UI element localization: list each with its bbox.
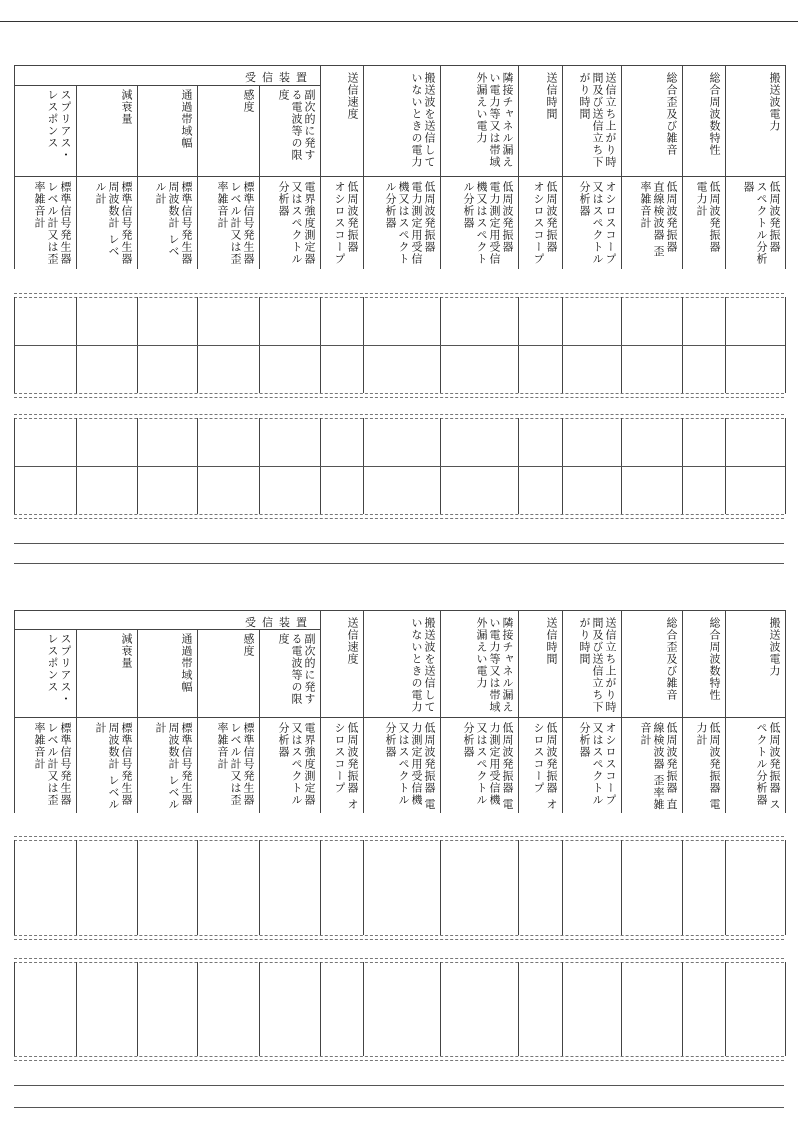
column-instrument: 低周波発振器 直線検波器 歪率雑音計 bbox=[639, 722, 678, 811]
group-title: 受信装置 bbox=[245, 71, 313, 84]
column-divider bbox=[259, 85, 260, 269]
column-divider bbox=[725, 840, 726, 935]
column-header-item: 総合歪及び雑音 bbox=[665, 72, 678, 156]
column-instrument: 電界強度測定器又はスペクトル分析器 bbox=[277, 181, 316, 265]
column-divider bbox=[259, 840, 260, 935]
column-instrument: 標準信号発生器 レベル計又は歪率雑音計 bbox=[216, 722, 255, 811]
column-divider bbox=[137, 962, 138, 1056]
data-section bbox=[14, 297, 786, 393]
column-divider bbox=[562, 840, 563, 935]
column-header-item: 副次的に発する電波等の限度 bbox=[277, 89, 316, 161]
column-divider bbox=[320, 840, 321, 935]
column-divider bbox=[363, 840, 364, 935]
data-section bbox=[14, 418, 786, 514]
column-instrument: 電界強度測定器又はスペクトル分析器 bbox=[277, 722, 316, 806]
rule-line bbox=[14, 543, 784, 544]
column-instrument: オシロスコープ又はスペクトル分析器 bbox=[578, 181, 617, 265]
column-instrument: 低周波発振器 電力計 bbox=[695, 722, 721, 811]
header-table-2 bbox=[14, 610, 786, 813]
column-divider bbox=[725, 962, 726, 1056]
column-header-item: 減衰量 bbox=[120, 633, 133, 669]
section-bottom-dashes bbox=[14, 1056, 784, 1061]
column-divider bbox=[440, 962, 441, 1056]
page-top-rule bbox=[0, 21, 798, 22]
column-header-item: 隣接チャネル漏えい電力等又は帯域外漏えい電力 bbox=[475, 617, 514, 713]
column-divider bbox=[197, 629, 198, 813]
column-divider bbox=[137, 840, 138, 935]
column-divider bbox=[621, 962, 622, 1056]
column-divider bbox=[137, 629, 138, 813]
column-header-item: 送信速度 bbox=[346, 617, 359, 665]
rule-line bbox=[14, 1107, 784, 1108]
column-divider bbox=[76, 840, 77, 935]
header-table-1 bbox=[14, 65, 786, 269]
column-instrument: 標準信号発生器 レベル計又は歪率雑音計 bbox=[33, 722, 72, 811]
column-header-item: 総合周波数特性 bbox=[708, 72, 721, 156]
column-divider bbox=[562, 962, 563, 1056]
data-section bbox=[14, 962, 786, 1056]
column-divider bbox=[562, 611, 563, 813]
data-section bbox=[14, 840, 786, 935]
section-bottom-dashes bbox=[14, 514, 784, 519]
column-instrument: 標準信号発生器 レベル計又は歪率雑音計 bbox=[216, 181, 255, 270]
column-header-item: 総合歪及び雑音 bbox=[665, 617, 678, 701]
header-body-divider bbox=[15, 176, 785, 177]
column-divider bbox=[76, 85, 77, 269]
column-instrument: 標準信号発生器 周波数計 レベル計 bbox=[154, 181, 193, 270]
column-instrument: 標準信号発生器 レベル計又は歪率雑音計 bbox=[33, 181, 72, 270]
column-divider bbox=[725, 611, 726, 813]
column-header-item: スプリアス・レスポンス bbox=[46, 89, 72, 161]
column-header-item: 送信時間 bbox=[545, 617, 558, 665]
column-divider bbox=[363, 611, 364, 813]
column-instrument: 低周波発振器 電力測定用受信機又はスペクトル分析器 bbox=[462, 181, 514, 265]
column-divider bbox=[682, 962, 683, 1056]
row-divider bbox=[15, 345, 785, 346]
column-divider bbox=[682, 840, 683, 935]
column-instrument: 低周波発振器 直線検波器 歪率雑音計 bbox=[639, 181, 678, 258]
column-divider bbox=[197, 85, 198, 269]
column-header-item: 搬送波電力 bbox=[768, 617, 781, 677]
column-divider bbox=[197, 840, 198, 935]
row-divider bbox=[15, 466, 785, 467]
column-divider bbox=[518, 611, 519, 813]
column-divider bbox=[76, 962, 77, 1056]
column-header-item: 搬送波を送信していないときの電力 bbox=[410, 72, 436, 168]
column-header-item: 副次的に発する電波等の限度 bbox=[277, 633, 316, 705]
column-instrument: 標準信号発生器 周波数計 レベル計 bbox=[94, 722, 133, 811]
column-instrument: 低周波発振器 オシロスコープ bbox=[333, 722, 359, 811]
group-divider bbox=[15, 85, 320, 86]
column-header-item: スプリアス・レスポンス bbox=[46, 633, 72, 705]
column-divider bbox=[440, 611, 441, 813]
column-instrument: 低周波発振器 スペクトル分析器 bbox=[742, 181, 781, 265]
column-instrument: 低周波発振器 電力測定用受信機又はスペクトル分析器 bbox=[384, 181, 436, 265]
column-divider bbox=[621, 840, 622, 935]
column-divider bbox=[518, 66, 519, 269]
header-body-divider bbox=[15, 717, 785, 718]
column-header-item: 通過帯域幅 bbox=[180, 633, 193, 693]
column-instrument: 低周波発振器 オシロスコープ bbox=[532, 722, 558, 811]
column-divider bbox=[518, 840, 519, 935]
column-instrument: 標準信号発生器 周波数計 レベル計 bbox=[154, 722, 193, 811]
column-divider bbox=[621, 66, 622, 269]
column-divider bbox=[562, 66, 563, 269]
column-header-item: 送信立ち上がり時間及び送信立ち下がり時間 bbox=[578, 617, 617, 713]
column-header-item: 減衰量 bbox=[120, 89, 133, 125]
column-divider bbox=[440, 66, 441, 269]
section-bottom-dashes bbox=[14, 393, 784, 398]
column-divider bbox=[137, 85, 138, 269]
column-header-item: 搬送波を送信していないときの電力 bbox=[410, 617, 436, 713]
column-divider bbox=[197, 962, 198, 1056]
column-header-item: 感度 bbox=[242, 89, 255, 113]
column-divider bbox=[363, 66, 364, 269]
column-divider bbox=[320, 962, 321, 1056]
column-divider bbox=[682, 611, 683, 813]
rule-line bbox=[14, 563, 784, 564]
column-instrument: 低周波発振器 電力測定用受信機又はスペクトル分析器 bbox=[462, 722, 514, 811]
column-instrument: 低周波発振器 オシロスコープ bbox=[532, 181, 558, 265]
column-divider bbox=[440, 840, 441, 935]
column-instrument: オシロスコープ又はスペクトル分析器 bbox=[578, 722, 617, 806]
column-divider bbox=[363, 962, 364, 1056]
column-header-item: 搬送波電力 bbox=[768, 72, 781, 132]
column-instrument: 低周波発振器 電力測定用受信機又はスペクトル分析器 bbox=[384, 722, 436, 811]
column-header-item: 通過帯域幅 bbox=[180, 89, 193, 149]
column-divider bbox=[259, 629, 260, 813]
section-bottom-dashes bbox=[14, 935, 784, 940]
column-instrument: 低周波発振器 スペクトル分析器 bbox=[755, 722, 781, 811]
group-title: 受信装置 bbox=[245, 616, 313, 629]
column-header-item: 送信立ち上がり時間及び送信立ち下がり時間 bbox=[578, 72, 617, 168]
column-divider bbox=[621, 611, 622, 813]
column-header-item: 隣接チャネル漏えい電力等又は帯域外漏えい電力 bbox=[475, 72, 514, 168]
column-divider bbox=[518, 962, 519, 1056]
column-header-item: 送信速度 bbox=[346, 72, 359, 120]
column-header-item: 送信時間 bbox=[545, 72, 558, 120]
column-divider bbox=[76, 629, 77, 813]
column-header-item: 感度 bbox=[242, 633, 255, 657]
column-instrument: 標準信号発生器 周波数計 レベル計 bbox=[94, 181, 133, 270]
column-divider bbox=[259, 962, 260, 1056]
rule-line bbox=[14, 1085, 784, 1086]
column-divider bbox=[725, 66, 726, 269]
column-header-item: 総合周波数特性 bbox=[708, 617, 721, 701]
column-divider bbox=[320, 66, 321, 269]
column-instrument: 低周波発振器 オシロスコープ bbox=[333, 181, 359, 265]
column-instrument: 低周波発振器 電力計 bbox=[695, 181, 721, 258]
column-divider bbox=[320, 611, 321, 813]
column-divider bbox=[682, 66, 683, 269]
